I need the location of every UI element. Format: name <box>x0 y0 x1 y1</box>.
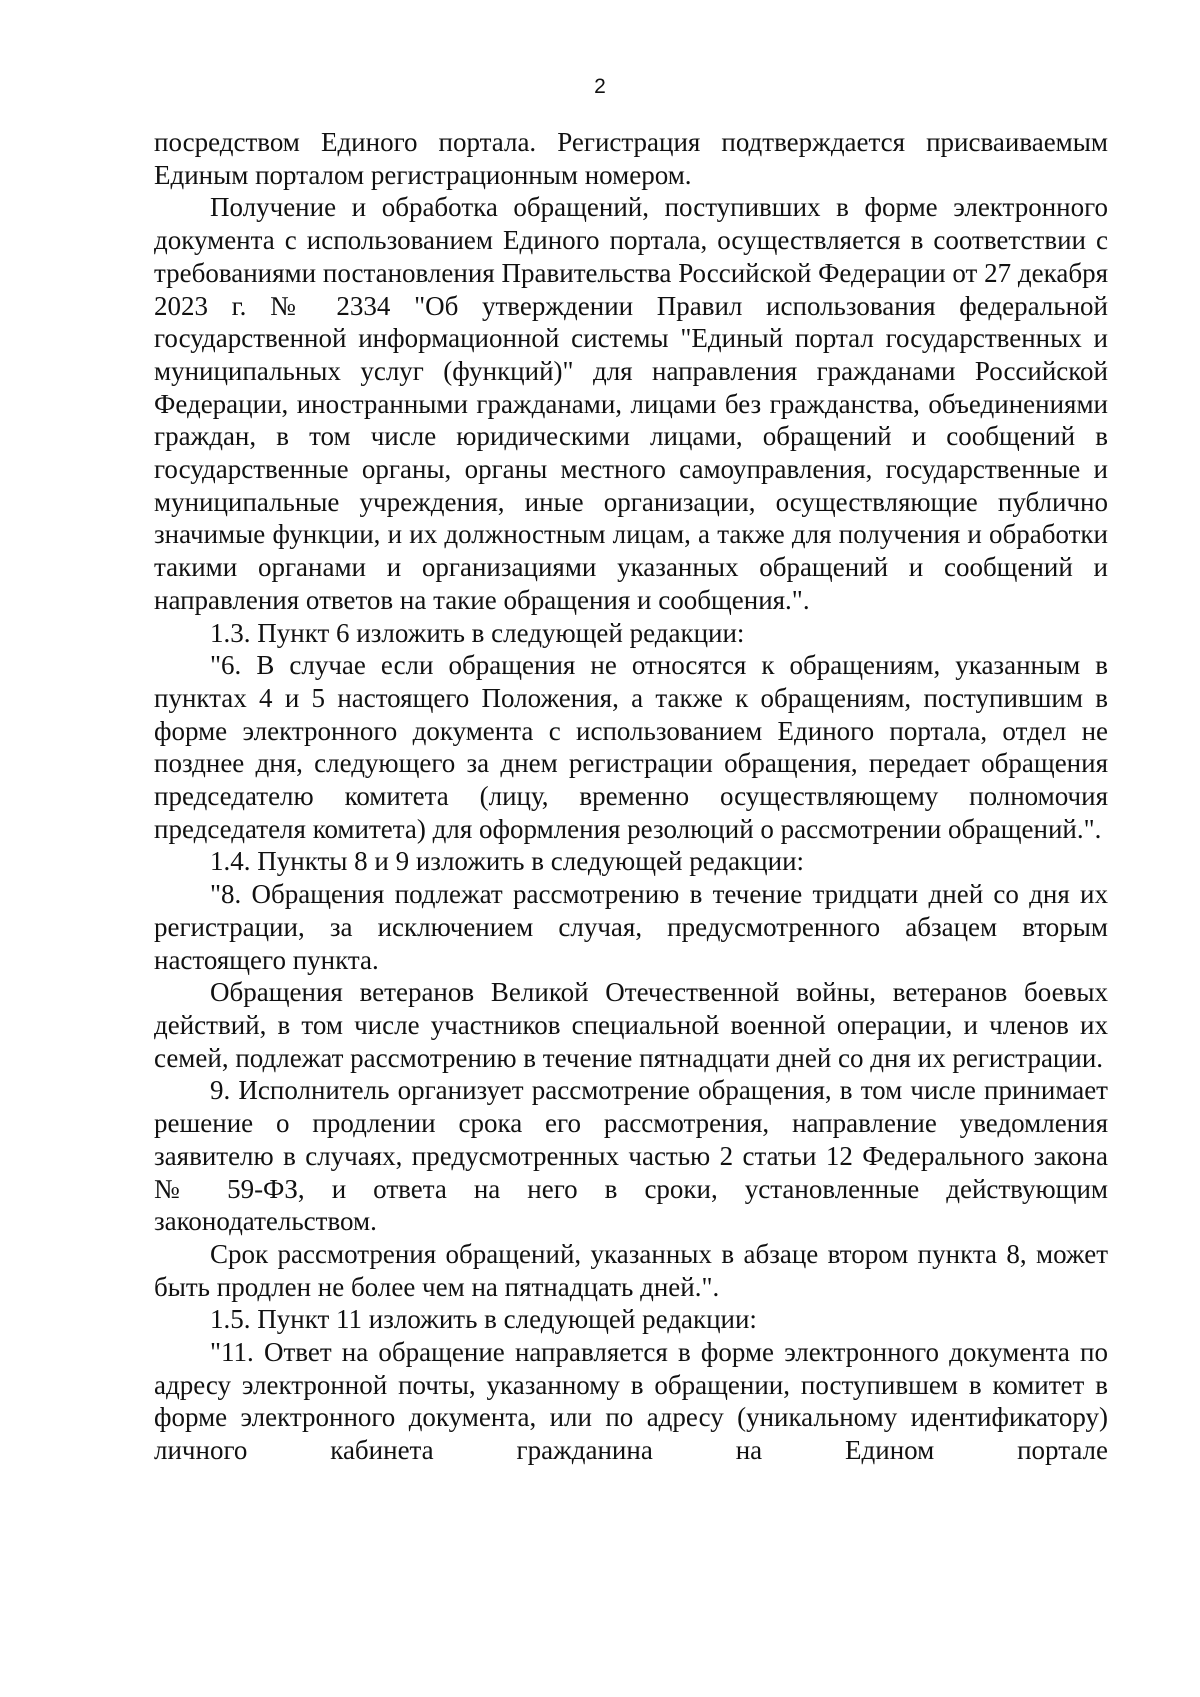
document-body <box>154 126 1108 1467</box>
paragraph-point-6: "6. В случае если обращения не относятся к обращениям, указанным в пунктах 4 и 5 настоящего Положения, а также к обращениям, поступившим в форме электронного документа с использованием Единого портала, отдел не позднее дня, следующего за днем регистрации обращения, передает обращения председателю комитета (лицу, временно осуществляющему полномочия председателя комитета) для оформления резолюций о рассмотрении обращений.". <box>154 650 1108 844</box>
paragraph-item-1-5: 1.5. Пункт 11 изложить в следующей редакции: <box>210 1304 757 1335</box>
paragraph-point-9: 9. Исполнитель организует рассмотрение обращения, в том числе принимает решение о продлении срока его рассмотрения, направление уведомления заявителю в случаях, предусмотренных частью 2 статьи 12 Федерального закона № 59-ФЗ, и ответа на него в сроки, установленные действующим законодательством. <box>154 1075 1108 1237</box>
paragraph-term-extension: Срок рассмотрения обращений, указанных в абзаце втором пункта 8, может быть продлен не более чем на пятнадцать дней.". <box>154 1238 1108 1302</box>
paragraph-processing: Получение и обработка обращений, поступивших в форме электронного документа с использованием Единого портала, осуществляется в соответствии с требованиями постановления Правительства Российской Федерации от 27 декабря 2023 г. № 2334 "Об утверждении Правил использования федеральной государственной информационной системы "Единый портал государственных и муниципальных услуг (функций)" для направления гражданами Российской Федерации, иностранными гражданами, лицами без гражданства, объединениями граждан, в том числе юридическими лицами, обращений и сообщений в государственные органы, органы местного самоуправления, государственные и муниципальные учреждения, иные организации, осуществляющие публично значимые функции, и их должностным лицам, а также для получения и обработки такими органами и организациями указанных обращений и сообщений и направления ответов на такие обращения и сообщения.". <box>154 192 1108 615</box>
paragraph-point-11: "11. Ответ на обращение направляется в форме электронного документа по адресу электронной почты, указанному в обращении, поступившем в комитет в форме электронного документа, или по адресу (уникальному идентификатору) личного кабинета гражданина на Едином портале <box>154 1337 1108 1466</box>
paragraph-point-8: "8. Обращения подлежат рассмотрению в течение тридцати дней со дня их регистрации, за исключением случая, предусмотренного абзацем вторым настоящего пункта. <box>154 879 1108 975</box>
paragraph-registration: посредством Единого портала. Регистрация подтверждается присваиваемым Единым порталом регистрационным номером. <box>154 127 1108 190</box>
page-number: 2 <box>594 75 606 98</box>
paragraph-veterans: Обращения ветеранов Великой Отечественной войны, ветеранов боевых действий, в том числе участников специальной военной операции, и членов их семей, подлежат рассмотрению в течение пятнадцати дней со дня их регистрации. <box>154 977 1108 1073</box>
paragraph-item-1-3: 1.3. Пункт 6 изложить в следующей редакции: <box>210 617 745 648</box>
paragraph-item-1-4: 1.4. Пункты 8 и 9 изложить в следующей редакции: <box>210 846 805 877</box>
